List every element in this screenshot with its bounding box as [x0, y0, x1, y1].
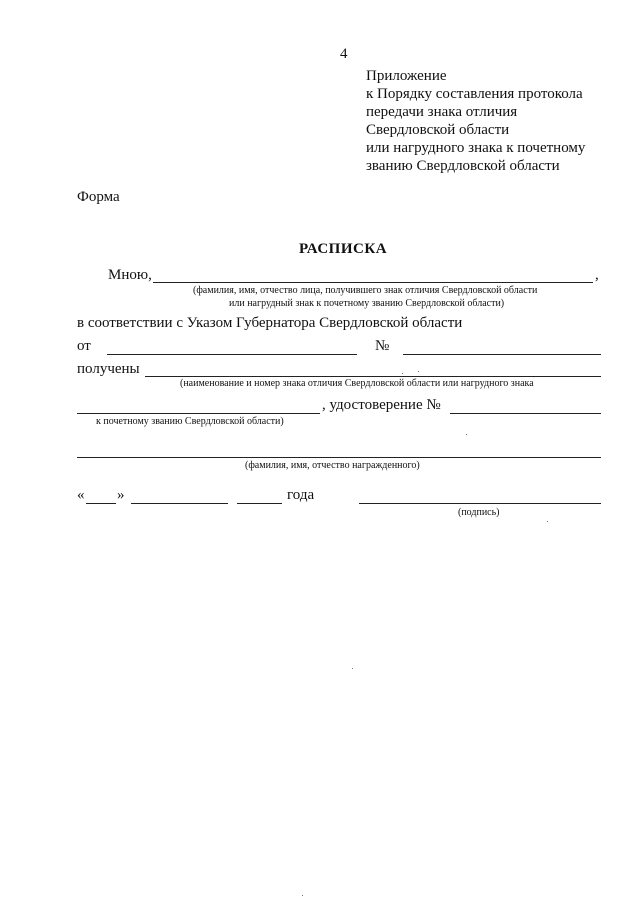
appendix-block	[366, 67, 585, 175]
scan-speck	[547, 521, 548, 522]
decree-number-line[interactable]	[403, 354, 601, 355]
date-day-line[interactable]	[86, 503, 116, 504]
page-number: 4	[340, 46, 348, 62]
received-by-label: Мною,	[108, 267, 152, 283]
scan-speck	[418, 371, 419, 372]
scan-speck	[352, 668, 353, 669]
recipient-hint-2: или нагрудный знак к почетному званию Свердловской области)	[229, 298, 505, 309]
scan-speck	[466, 434, 467, 435]
appendix-line: или нагрудного знака к почетному	[366, 140, 586, 156]
appendix-line: к Порядку составления протокола	[366, 86, 583, 102]
scan-speck	[302, 895, 303, 896]
recipient-hint-1: (фамилия, имя, отчество лица, получившего знак отличия Свердловской области	[193, 285, 538, 296]
decree-date-line[interactable]	[107, 354, 357, 355]
awardee-name-line[interactable]	[77, 457, 601, 458]
award-hint: (наименование и номер знака отличия Свердловской области или нагрудного знака	[180, 378, 534, 389]
date-close-quote: »	[117, 487, 125, 503]
signature-line[interactable]	[359, 503, 601, 504]
certificate-number-line[interactable]	[450, 413, 601, 414]
appendix-line: званию Свердловской области	[366, 158, 560, 174]
appendix-line: Приложение	[366, 68, 447, 84]
appendix-line: Свердловской области	[366, 122, 510, 138]
signature-hint: (подпись)	[458, 507, 500, 518]
year-label: года	[287, 487, 315, 503]
award-hint-continued: к почетному званию Свердловской области)	[96, 416, 284, 427]
award-name-line-continued[interactable]	[77, 413, 320, 414]
date-month-line[interactable]	[131, 503, 228, 504]
decree-number-label: №	[375, 338, 390, 354]
award-name-line[interactable]	[145, 376, 601, 377]
decree-from-label: от	[77, 338, 91, 354]
date-open-quote: «	[77, 487, 85, 503]
recipient-name-line[interactable]	[153, 282, 593, 283]
scan-speck	[402, 373, 403, 374]
recipient-line-comma: ,	[595, 267, 599, 283]
appendix-line: передачи знака отличия	[366, 104, 518, 120]
decree-text: в соответствии с Указом Губернатора Свердловской области	[77, 315, 463, 331]
certificate-label: , удостоверение №	[322, 397, 441, 413]
awardee-hint: (фамилия, имя, отчество награжденного)	[245, 460, 420, 471]
received-label: получены	[77, 361, 140, 377]
form-label: Форма	[77, 189, 120, 205]
document-title: РАСПИСКА	[299, 241, 388, 257]
date-year-line[interactable]	[237, 503, 282, 504]
